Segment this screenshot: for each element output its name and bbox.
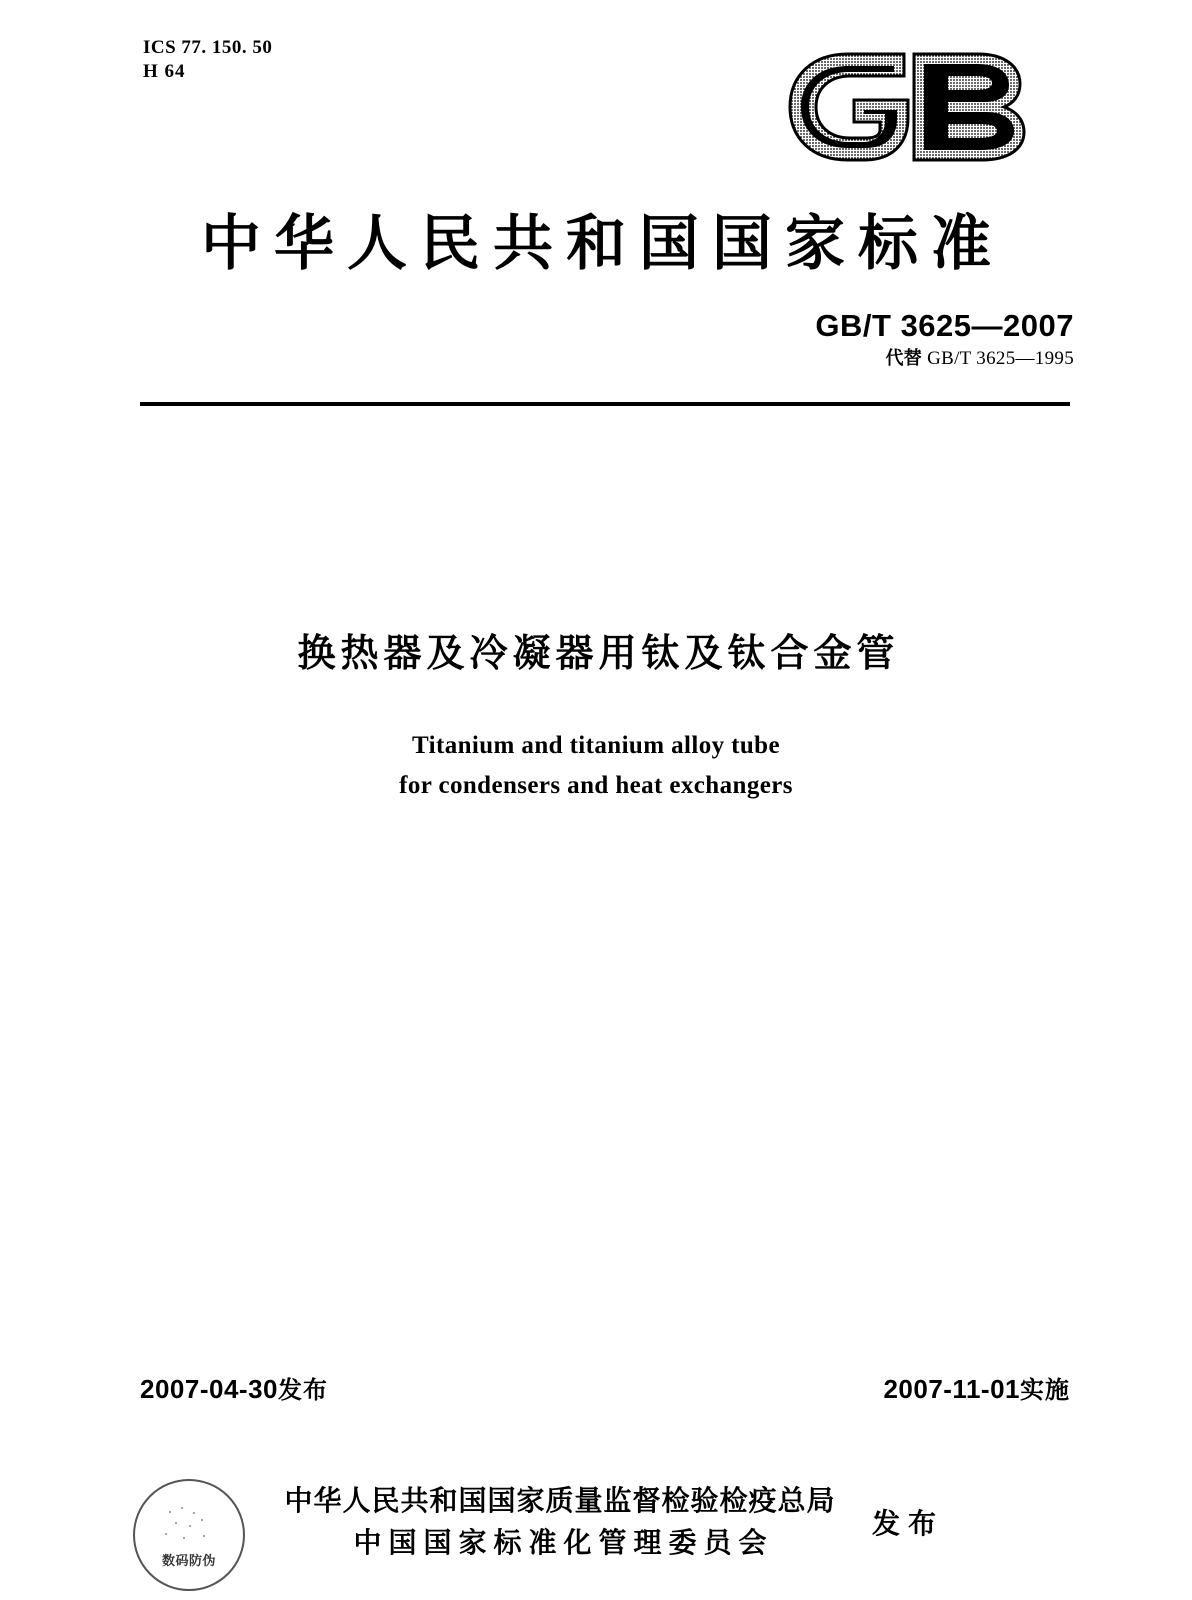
issue-date: 2007-04-30 — [140, 1374, 278, 1404]
document-title-english-line1: Titanium and titanium alloy tube — [412, 732, 780, 759]
replaces-standard — [885, 344, 1074, 370]
seal-label: 数码防伪 — [161, 1554, 216, 1569]
page-title: 中华人民共和国国家标准 — [201, 209, 1004, 279]
header-divider — [140, 402, 1070, 406]
ics-classification-block — [143, 36, 272, 84]
document-title-chinese: 换热器及冷凝器用钛及钛合金管 — [297, 631, 900, 675]
ics-code: ICS 77. 150. 50 — [143, 37, 273, 58]
issue-date-group — [140, 1370, 328, 1405]
publish-label: 发布 — [872, 1507, 945, 1540]
document-title-english-line2: for condensers and heat exchangers — [399, 772, 793, 799]
seal-dot-pattern — [135, 1481, 243, 1589]
replaces-label: 代替 — [885, 348, 923, 369]
standard-number: GB/T 3625—2007 — [815, 308, 1074, 343]
issuer-block — [250, 1480, 870, 1564]
issuer-line-2: 中国国家标准化管理委员会 — [353, 1526, 774, 1559]
implementation-date: 2007-11-01 — [883, 1374, 1020, 1404]
issue-date-label: 发布 — [278, 1376, 328, 1404]
date-row — [140, 1370, 1070, 1404]
implementation-date-label: 实施 — [1020, 1376, 1070, 1404]
anti-counterfeit-seal-icon — [133, 1479, 245, 1591]
implementation-date-group — [883, 1370, 1070, 1405]
issuer-line-1: 中华人民共和国国家质量监督检验检疫总局 — [284, 1484, 836, 1517]
gb-logo-icon — [788, 52, 1028, 162]
document-title-english — [0, 726, 1192, 806]
ccs-code: H 64 — [143, 61, 186, 82]
replaces-number: GB/T 3625—1995 — [927, 348, 1074, 369]
